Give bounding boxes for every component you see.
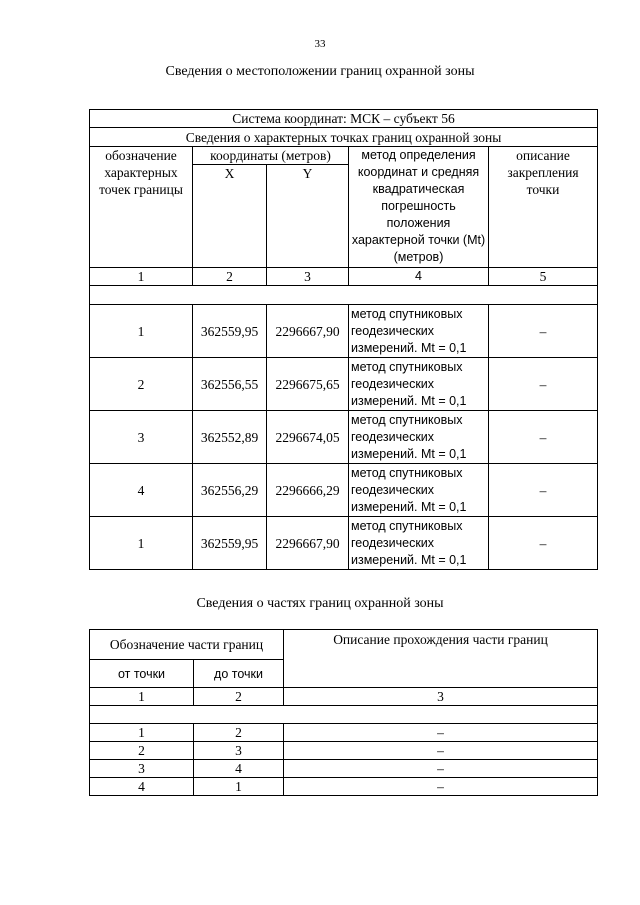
to-cell: 1 (194, 778, 284, 796)
x-cell: 362556,29 (193, 464, 267, 517)
header-coordinates: координаты (метров) (193, 147, 349, 165)
desc-cell: – (489, 305, 598, 358)
header-x: X (193, 165, 267, 268)
header-method: метод определения координат и средняя квадратическая погрешность положения характерной точки (Mt) (метров) (349, 147, 489, 268)
x-cell: 362556,55 (193, 358, 267, 411)
header-y: Y (267, 165, 349, 268)
coordinate-system-row: Система координат: МСК – субъект 56 (90, 110, 598, 128)
from-cell: 4 (90, 778, 194, 796)
x-cell: 362552,89 (193, 411, 267, 464)
table-row (90, 305, 598, 358)
table-row (90, 778, 598, 796)
point-cell: 1 (90, 517, 193, 570)
method-cell: метод спутниковых геодезических измерений. Mt = 0,1 (349, 464, 489, 517)
col-number-1: 1 (90, 688, 194, 706)
table-row (90, 517, 598, 570)
y-cell: 2296667,90 (267, 305, 349, 358)
to-cell: 2 (194, 724, 284, 742)
method-cell: метод спутниковых геодезических измерений. Mt = 0,1 (349, 411, 489, 464)
section-header-row: Сведения о характерных точках границ охранной зоны (90, 128, 598, 147)
header-designation: обозначение характерных точек границы (90, 147, 193, 268)
method-cell: метод спутниковых геодезических измерений. Mt = 0,1 (349, 305, 489, 358)
from-cell: 1 (90, 724, 194, 742)
desc-cell: – (284, 760, 598, 778)
y-cell: 2296666,29 (267, 464, 349, 517)
table-row (90, 464, 598, 517)
header-description: описание закрепления точки (489, 147, 598, 268)
header-from-point: от точки (90, 660, 194, 688)
y-cell: 2296674,05 (267, 411, 349, 464)
empty-row (90, 706, 598, 724)
y-cell: 2296667,90 (267, 517, 349, 570)
col-number-2: 2 (194, 688, 284, 706)
from-cell: 2 (90, 742, 194, 760)
x-cell: 362559,95 (193, 305, 267, 358)
col-number-4: 4 (349, 268, 489, 286)
table-row (90, 760, 598, 778)
desc-cell: – (284, 724, 598, 742)
table-row (90, 724, 598, 742)
desc-cell: – (284, 742, 598, 760)
method-cell: метод спутниковых геодезических измерений. Mt = 0,1 (349, 358, 489, 411)
method-cell: метод спутниковых геодезических измерений. Mt = 0,1 (349, 517, 489, 570)
y-cell: 2296675,65 (267, 358, 349, 411)
col-number-3: 3 (284, 688, 598, 706)
boundary-parts-table (89, 629, 598, 796)
header-to-point: до точки (194, 660, 284, 688)
table-row (90, 358, 598, 411)
col-number-3: 3 (267, 268, 349, 286)
from-cell: 3 (90, 760, 194, 778)
table-row (90, 411, 598, 464)
table-row (90, 742, 598, 760)
to-cell: 4 (194, 760, 284, 778)
desc-cell: – (489, 411, 598, 464)
point-cell: 1 (90, 305, 193, 358)
section-title: Сведения о частях границ охранной зоны (196, 596, 444, 611)
document-title: Сведения о местоположении границ охранной зоны (165, 64, 475, 79)
point-cell: 4 (90, 464, 193, 517)
to-cell: 3 (194, 742, 284, 760)
desc-cell: – (489, 464, 598, 517)
point-cell: 3 (90, 411, 193, 464)
header-part-designation: Обозначение части границ (90, 630, 284, 660)
desc-cell: – (284, 778, 598, 796)
desc-cell: – (489, 358, 598, 411)
col-number-1: 1 (90, 268, 193, 286)
empty-row (90, 286, 598, 305)
col-number-2: 2 (193, 268, 267, 286)
boundary-points-table (89, 109, 598, 570)
desc-cell: – (489, 517, 598, 570)
header-part-description: Описание прохождения части границ (284, 630, 598, 688)
col-number-5: 5 (489, 268, 598, 286)
x-cell: 362559,95 (193, 517, 267, 570)
page-number: 33 (314, 38, 326, 50)
point-cell: 2 (90, 358, 193, 411)
